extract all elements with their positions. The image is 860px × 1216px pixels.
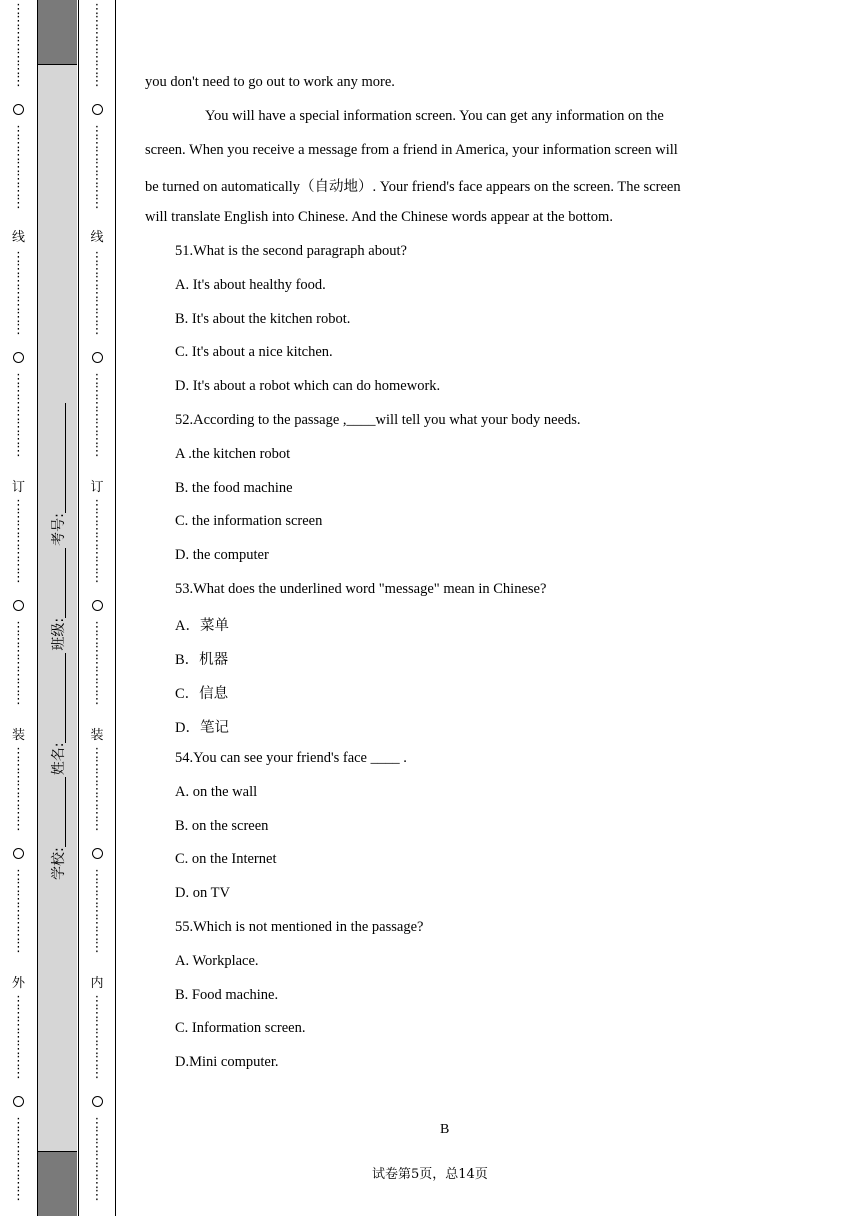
passage-line: screen. When you receive a message from a friend in America, your information screen will [145,142,678,158]
circle-mark [0,600,37,615]
inner-label-nei: 内 [90,976,104,991]
question-54-stem: 54.You can see your friend's face ____ . [175,750,407,766]
question-53-option-d[interactable]: D．笔记 [175,720,229,736]
dotted-line: ⋮ ⋮ ⋮ ⋮ ⋮ ⋮ ⋮ [90,994,104,1081]
passage-line: be turned on automatically（自动地）. Your friend's face appears on the screen. The screen [145,179,681,195]
question-53-option-a[interactable]: A．菜单 [175,618,229,634]
question-51-option-a[interactable]: A. It's about healthy food. [175,277,326,293]
outer-label-ding: 订 [11,480,25,495]
circle-mark [0,1096,37,1111]
question-52-stem: 52.According to the passage ,____will tell you what your body needs. [175,412,581,428]
binding-margin [0,0,118,1216]
question-55-stem: 55.Which is not mentioned in the passage? [175,919,424,935]
dotted-line: ⋮ ⋮ ⋮ ⋮ ⋮ ⋮ ⋮ [12,994,25,1081]
dotted-line: ⋮ ⋮ ⋮ ⋮ ⋮ ⋮ ⋮ [90,868,104,955]
circle-mark [79,600,115,615]
dotted-line: ⋮ ⋮ ⋮ ⋮ ⋮ ⋮ ⋮ [12,250,25,337]
student-info-fields [46,320,70,880]
dotted-line: ⋮ ⋮ ⋮ ⋮ ⋮ ⋮ ⋮ [90,2,104,89]
inner-label-line: 线 [90,230,104,245]
circle-mark [79,848,115,863]
dotted-line: ⋮ ⋮ ⋮ ⋮ ⋮ ⋮ ⋮ [12,1116,25,1203]
section-letter: B [440,1122,450,1137]
question-53-stem: 53.What does the underlined word "message" mean in Chinese? [175,581,547,597]
circle-mark [79,104,115,119]
outer-label-wai: 外 [11,976,25,991]
name-field[interactable]: 姓名: [48,653,68,776]
question-51-option-c[interactable]: C. It's about a nice kitchen. [175,344,333,360]
dotted-line: ⋮ ⋮ ⋮ ⋮ ⋮ ⋮ ⋮ [12,746,25,833]
dotted-line: ⋮ ⋮ ⋮ ⋮ ⋮ ⋮ ⋮ [90,124,104,211]
question-54-option-d[interactable]: D. on TV [175,885,230,901]
dotted-line: ⋮ ⋮ ⋮ ⋮ ⋮ ⋮ ⋮ [12,124,25,211]
question-52-option-d[interactable]: D. the computer [175,547,269,563]
question-51-stem: 51.What is the second paragraph about? [175,243,407,259]
circle-mark [0,352,37,367]
circle-mark [79,1096,115,1111]
dotted-line: ⋮ ⋮ ⋮ ⋮ ⋮ ⋮ ⋮ [90,1116,104,1203]
dotted-line: ⋮ ⋮ ⋮ ⋮ ⋮ ⋮ ⋮ [90,250,104,337]
circle-mark [79,352,115,367]
inner-label-zhuang: 装 [90,728,104,743]
dotted-line: ⋮ ⋮ ⋮ ⋮ ⋮ ⋮ ⋮ [90,746,104,833]
question-55-option-b[interactable]: B. Food machine. [175,987,279,1003]
question-53-option-b[interactable]: B．机器 [175,652,229,668]
strip-top-block [38,0,77,65]
question-53-option-c[interactable]: C．信息 [175,686,229,702]
question-52-option-c[interactable]: C. the information screen [175,513,323,529]
question-51-option-b[interactable]: B. It's about the kitchen robot. [175,311,351,327]
outer-label-zhuang: 装 [11,728,25,743]
inner-label-ding: 订 [90,480,104,495]
question-54-option-b[interactable]: B. on the screen [175,818,269,834]
outer-label-line: 线 [11,230,25,245]
dotted-line: ⋮ ⋮ ⋮ ⋮ ⋮ ⋮ ⋮ [90,372,104,459]
passage-line: will translate English into Chinese. And the Chinese words appear at the bottom. [145,209,613,225]
passage-line: you don't need to go out to work any more. [145,74,395,90]
dotted-line: ⋮ ⋮ ⋮ ⋮ ⋮ ⋮ ⋮ [12,2,25,89]
dotted-line: ⋮ ⋮ ⋮ ⋮ ⋮ ⋮ ⋮ [12,372,25,459]
page-number: 试卷第5页，总14页 [372,1167,488,1182]
dotted-line: ⋮ ⋮ ⋮ ⋮ ⋮ ⋮ ⋮ [12,498,25,585]
school-field[interactable]: 学校: [48,777,68,880]
exam-number-field[interactable]: 考号: [48,403,68,546]
circle-mark [0,104,37,119]
dotted-line: ⋮ ⋮ ⋮ ⋮ ⋮ ⋮ ⋮ [90,620,104,707]
question-55-option-d[interactable]: D.Mini computer. [175,1054,279,1070]
class-field[interactable]: 班级: [48,548,68,651]
question-55-option-c[interactable]: C. Information screen. [175,1020,306,1036]
question-55-option-a[interactable]: A. Workplace. [175,953,259,969]
inner-binding-strip [78,0,116,1216]
outer-binding-strip [0,0,38,1216]
dotted-line: ⋮ ⋮ ⋮ ⋮ ⋮ ⋮ ⋮ [12,868,25,955]
circle-mark [0,848,37,863]
question-52-option-a[interactable]: A .the kitchen robot [175,446,291,462]
dotted-line: ⋮ ⋮ ⋮ ⋮ ⋮ ⋮ ⋮ [90,498,104,585]
question-52-option-b[interactable]: B. the food machine [175,480,293,496]
dotted-line: ⋮ ⋮ ⋮ ⋮ ⋮ ⋮ ⋮ [12,620,25,707]
question-54-option-a[interactable]: A. on the wall [175,784,258,800]
strip-bottom-block [38,1151,77,1216]
question-54-option-c[interactable]: C. on the Internet [175,851,277,867]
question-51-option-d[interactable]: D. It's about a robot which can do homework. [175,378,441,394]
passage-line: You will have a special information screen. You can get any information on the [205,108,664,124]
